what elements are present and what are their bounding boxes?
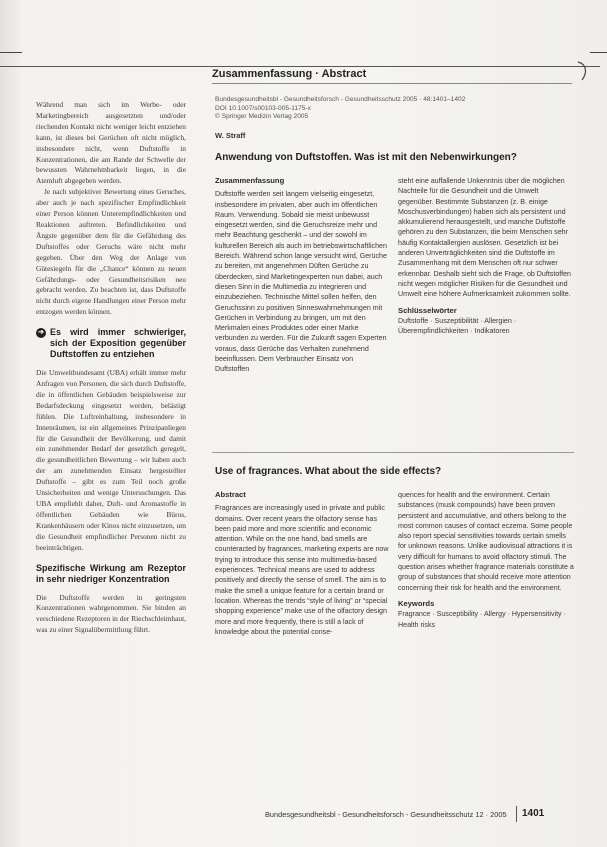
section-header: Zusammenfassung · Abstract <box>212 66 572 84</box>
copyright-line: © Springer Medizin Verlag 2005 <box>215 113 309 121</box>
left-paragraph: Während man sich im Werbe- oder Marketingbereich ausgesetzten und/oder riechenden Kontakt nicht weniger leicht entziehen kann, ist dieses bei Gerüchen oft nicht möglich, insbesondere nicht, wenn Duftstoffe in Konzentrationen, die am Rande der Schwelle der bewussten Wahrnehmbarkeit liegen, in die Atemluft abgegeben werden. <box>36 100 186 186</box>
zusammenfassung-text-1: Duftstoffe werden seit langem vielseitig eingesetzt, insbesondere im privaten, aber auch im öffentlichen Raum. Verwendung. Sobald sie meist unbewusst eingesetzt werden, sind die Geruchsreize mehr und mehr Beachtung geschenkt – und der sowohl im kulturellen Bereich als auch im betriebswirtschaftlichen Bereich. Während schon lange versucht wird, Gerüche zu bereiten, mit angenehmen Düften Gerüche zu überdecken, sind Marketingexperten nun dabei, auch diesen Sinn in die Multimedia zu integrieren und einzubeziehen. Technische Mittel sollen helfen, den Geruchssinn zu positiven Sinneswahrnehmungen mit Gerüchen in Verbindung zu bringen, um mit den Merkmalen eines Produktes oder einer Marke verbunden zu werden. Für die Zukunft sagen Experten voraus, dass Gerüche das Verhalten zunehmend beeinflussen. Dem Verbraucher Einsatz von Duftstoffen <box>215 190 387 374</box>
left-paragraph: Die Umweltbundesamt (UBA) erhält immer mehr Anfragen von Personen, die sich durch Duftstoffe, die in öffentlichen Gebäuden beispielsweise zur Bedarfsdeckung eingesetzt werden, belästigt fühlen. Die Luftreinhaltung, insbesondere in Innenräumen, ist ein allgemeines Prinzipanliegen für die Gesundheit der Bevölkerung, und damit ein zunehmender Bedarf der gesetzlich geregelt, die gesundheitlichen Bewertung – wir haben auch der am zunehmenden Einsatz hergestellter Duftstoffe – gibt es zum Teil noch große Unsicherheiten und wenige Untersuchungen. Das UBA empfiehlt daher, Duft- und Aromastoffe in öffentlichen Gebäuden wie Büros, Krankenhäusern oder Kinos nicht einzusetzen, um die Gesundheit empfindlicher Personen nicht zu beeinträchtigen. <box>36 368 186 552</box>
keywords-label: Keywords <box>398 598 435 608</box>
abstract-label: Abstract <box>215 490 246 499</box>
left-paragraph: Je nach subjektiver Bewertung eines Geruches, aber auch je nach spezifischer Empfindlichkeit einer Person können Unterempfindlichkeiten und Reaktionen auftreten. Befindlichkeiten und Ängste gegenüber dem für die Gefährdung des Duftstoffes oder Geruchs wäre nicht mehr gegeben. Über den Weg der Anlage von Gütesiegeln für die „Chance“ können zu neuen Gefährdungs- oder Gesundheitsrisiken neu gebracht werden. Zu beachten ist, dass Duftstoffe nicht durch eigene Handlungen einer Person mehr entzogen werden können. <box>36 187 186 317</box>
citation-meta <box>215 96 515 122</box>
doi-line: DOI 10.1007/s00103-005-1175-x <box>215 104 311 112</box>
zusammenfassung-col-2 <box>398 176 574 336</box>
keywords-text: Fragrance · Susceptibility · Allergy · Hypersensitivity · Health risks <box>398 610 566 629</box>
section-divider <box>212 452 574 453</box>
footer-separator <box>516 806 517 822</box>
zusammenfassung-col-1 <box>215 176 389 375</box>
corner-curl-mark <box>576 60 590 82</box>
article-title-de: Anwendung von Duftstoffen. Was ist mit den Nebenwirkungen? <box>215 152 517 163</box>
schluesselwoerter-text: Duftstoffe · Suszeptibilität · Allergien · Überempfindlichkeiten · Indikatoren <box>398 316 517 336</box>
crop-mark-right <box>590 52 607 53</box>
page-number: 1401 <box>522 808 545 819</box>
schluesselwoerter-label: Schlüsselwörter <box>398 305 457 315</box>
subheading-text: Es wird immer schwieriger, sich der Exposition gegenüber Duftstoffen zu entziehen <box>50 327 186 360</box>
left-paragraph: Die Duftstoffe werden in geringsten Konzentrationen wahrgenommen. Sie binden an verschiedene Rezeptoren in der Riechschleimhaut, was zu einer Signalübermittlung führt. <box>36 592 186 635</box>
left-text-column <box>36 100 186 636</box>
arrow-bullet-icon: ➔ <box>36 328 46 338</box>
abstract-col-1 <box>215 490 389 637</box>
article-title-en: Use of fragrances. What about the side effects? <box>215 466 442 477</box>
citation-line: Bundesgesundheitsbl - Gesundheitsforsch - Gesundheitsschutz 2005 · 48:1401–1402 <box>215 96 466 103</box>
crop-mark-left <box>0 52 22 53</box>
abstract-col-2 <box>398 490 574 630</box>
author-name: W. Straff <box>215 131 246 140</box>
journal-footer: Bundesgesundheitsbl - Gesundheitsforsch - Gesundheitsschutz 12 · 2005 <box>265 810 507 819</box>
abstract-text-1: Fragrances are increasingly used in private and public domains. Over recent years the olfactory sense has been paid more and more scientific and economic attention. While on the one hand, bad smells are counteracted by fragrances, marketing experts are now trying to introduce this sense into multimedia-based experiences. Technical means are used to address positively and directly the sense of smell. The aim is to make the smell a unique feature for a certain brand or location. Whereas the trends “style of living” or “special shopping experience” make use of the olfactory design more and more frequently, there is still a lack of knowledge about the potential conse- <box>215 504 389 636</box>
zusammenfassung-label: Zusammenfassung <box>215 176 285 185</box>
subheading-receptor: Spezifische Wirkung am Rezeptor in sehr niedriger Konzentration <box>36 562 186 584</box>
zusammenfassung-text-2: steht eine auffallende Unkenntnis über die möglichen Nachteile für die Gesundheit und die Umwelt gegenüber. Bestimmte Substanzen (z. B. einige Moschusverbindungen) haben sich als persistent und akkumulierend herausgestellt, und manche Duftstoffe gehören zu den Substanzen, die beim Menschen sehr häufig Kontaktallergien auslösen. Gesetzlich ist bei anderen Unverträglichkeiten sind die Duftstoffe im Zusammenhang mit dem Menschen oft nur schwer erkennbar. Deshalb sieht sich die Frage, ob Duftstoffen nicht wegen möglicher Risiken für die Gesundheit und Umwelt eine höhere Aufmerksamkeit zukommen sollte. <box>398 177 571 299</box>
abstract-text-2: quences for health and the environment. Certain substances (musk compounds) have been proven persistent and accumulative, and others belong to the most common causes of contact eczema. Some people also report special sensitivities towards certain smells for unknown reasons. Unlike audiovisual attractions it is very difficult for humans to avoid olfactory stimuli. The question arises whether fragrance materials constitute a group of substances that should receive more attention concerning their risk for health and the environment. <box>398 491 574 592</box>
subheading-exposure <box>36 327 186 360</box>
